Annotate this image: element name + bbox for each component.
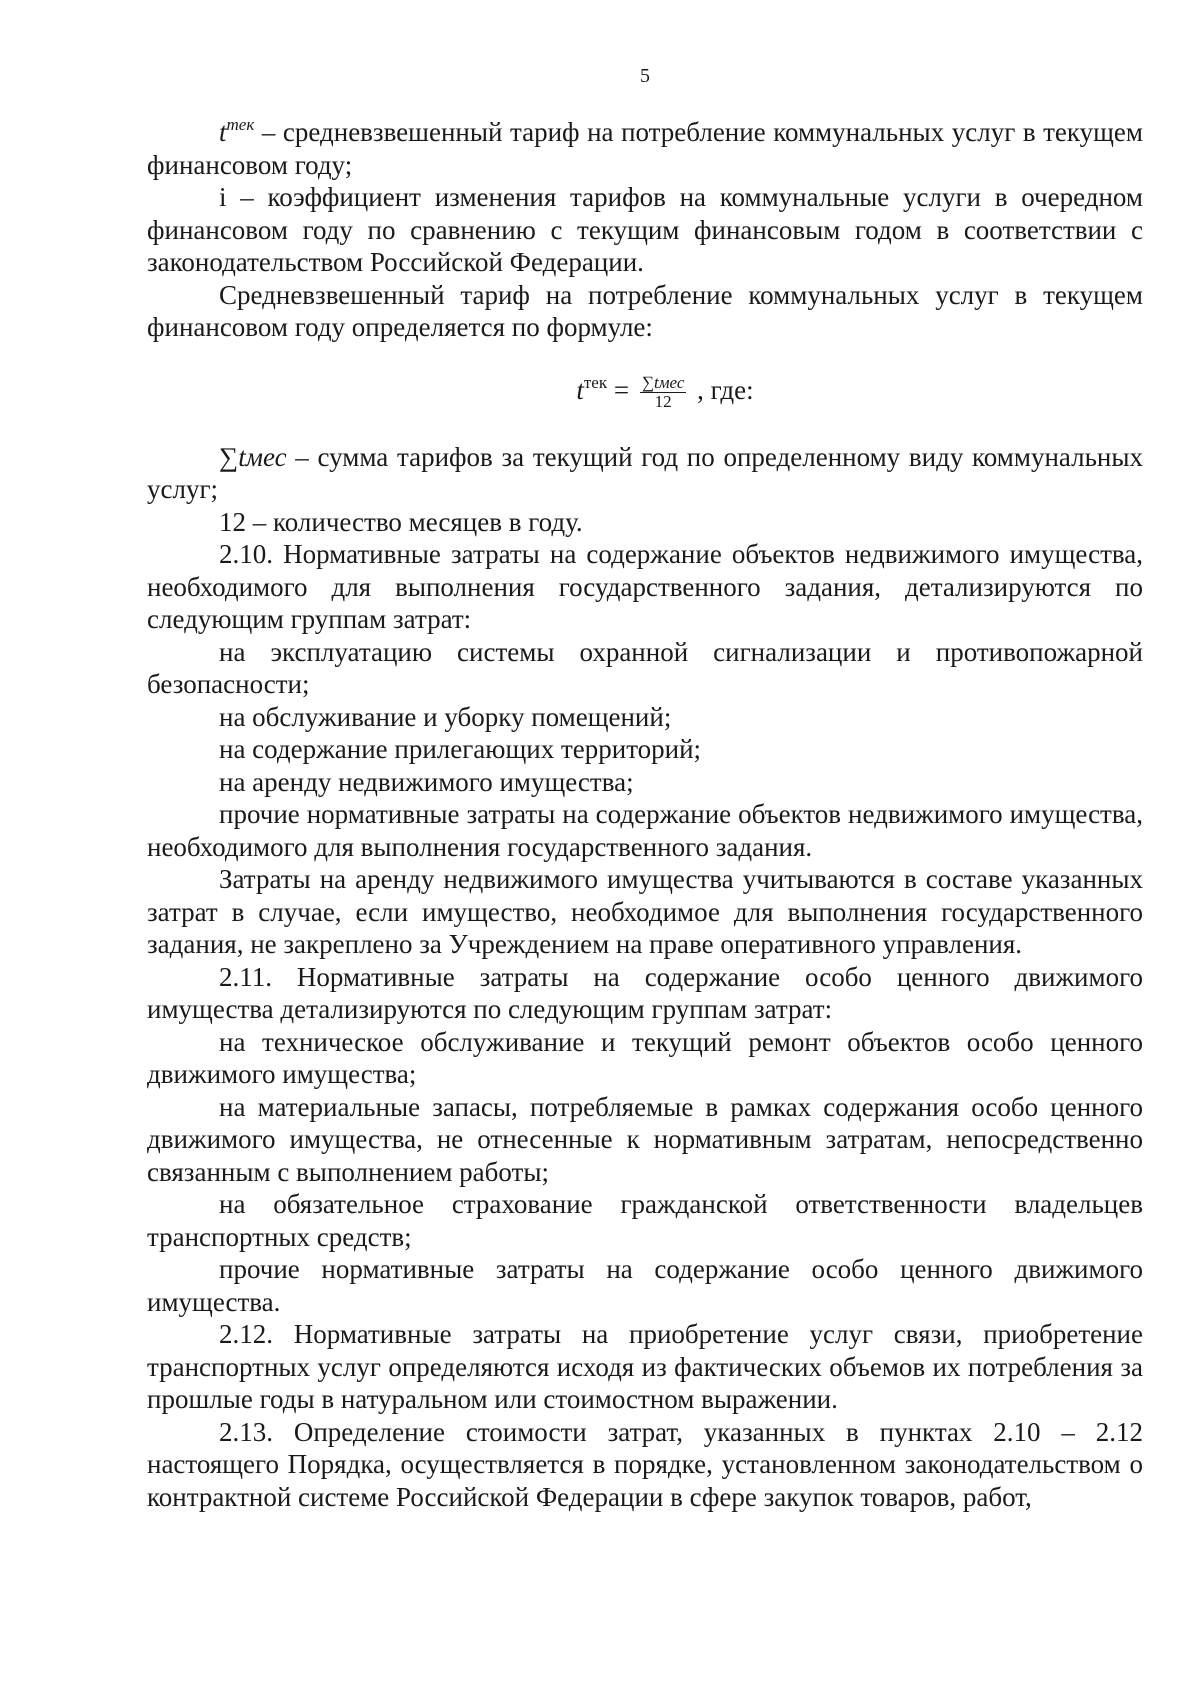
section-2-10-item: на эксплуатацию системы охранной сигнализации и противопожарной безопасности; <box>147 636 1143 700</box>
definition-sum-symbol: ∑tмес <box>219 441 287 472</box>
section-2-11-item: прочие нормативные затраты на содержание особо ценного движимого имущества. <box>147 1254 1143 1317</box>
section-2-13: 2.13. Определение стоимости затрат, указанных в пунктах 2.10 – 2.12 настоящего Порядка, осуществляется в порядке, установленном законодательством о контрактной системе Российской Федерации в сфере закупок товаров, работ, <box>147 1416 1143 1512</box>
section-2-10-item: на обслуживание и уборку помещений; <box>219 701 672 732</box>
formula-numerator <box>640 374 687 393</box>
section-2-10-note: Затраты на аренду недвижимого имущества учитываются в составе указанных затрат в случае, если имущество, необходимое для выполнения государственного задания, не закреплено за Учреждением на праве оперативного управления. <box>147 864 1143 960</box>
formula-sum-sign: ∑ <box>641 372 654 392</box>
formula-tail: , где: <box>690 374 754 405</box>
section-2-11-item: на обязательное страхование гражданской ответственности владельцев транспортных средств; <box>147 1189 1143 1252</box>
section-2-12: 2.12. Нормативные затраты на приобретение услуг связи, приобретение транспортных услуг определяются исходя из фактических объемов их потребления за прошлые годы в натуральном или стоимостном выражении. <box>147 1319 1143 1415</box>
superscript-tek: тек <box>226 115 255 134</box>
formula-denominator: 12 <box>654 391 672 411</box>
section-2-11-item: на материальные запасы, потребляемые в рамках содержания особо ценного движимого имущества, не отнесенные к нормативным затратам, непосредственно связанным с выполнением работы; <box>147 1091 1143 1187</box>
formula-numerator-var: tмес <box>653 372 685 392</box>
section-2-10-item: на аренду недвижимого имущества; <box>219 766 634 797</box>
formula-fraction <box>640 374 687 411</box>
section-2-11-item: на техническое обслуживание и текущий ремонт объектов особо ценного движимого имущества; <box>147 1026 1143 1090</box>
definition-t-tek <box>147 116 1143 181</box>
section-2-10-item: прочие нормативные затраты на содержание объектов недвижимого имущества, необходимого для выполнения государственного задания. <box>147 799 1143 862</box>
section-2-10-intro: 2.10. Нормативные затраты на содержание объектов недвижимого имущества, необходимого для выполнения государственного задания, детализируются по следующим группам затрат: <box>147 539 1143 635</box>
definition-sum-text: – сумма тарифов за текущий год по определенному виду коммунальных услуг; <box>147 441 1143 505</box>
page-number: 5 <box>640 65 650 87</box>
section-2-10-item: на содержание прилегающих территорий; <box>219 734 702 765</box>
definition-t-tek-text: – средневзвешенный тариф на потребление коммунальных услуг в текущем финансовом году; <box>147 117 1143 180</box>
formula-lhs-symbol: t <box>576 374 584 405</box>
document-body <box>147 116 1143 1513</box>
formula-equals: = <box>607 374 636 405</box>
formula-lhs-superscript: тек <box>583 372 608 392</box>
definition-sum <box>147 441 1143 506</box>
definition-i: i – коэффициент изменения тарифов на коммунальные услуги в очередном финансовом году по сравнению с текущим финансовым годом в соответствии с законодательством Российской Федерации. <box>147 182 1143 277</box>
symbol-t: t <box>219 117 227 147</box>
section-2-11-intro: 2.11. Нормативные затраты на содержание особо ценного движимого имущества детализируются по следующим группам затрат: <box>147 961 1143 1025</box>
formula <box>187 374 1143 411</box>
definition-twelve: 12 – количество месяцев в году. <box>219 506 583 537</box>
formula-intro: Средневзвешенный тариф на потребление коммунальных услуг в текущем финансовом году определяется по формуле: <box>147 279 1143 342</box>
